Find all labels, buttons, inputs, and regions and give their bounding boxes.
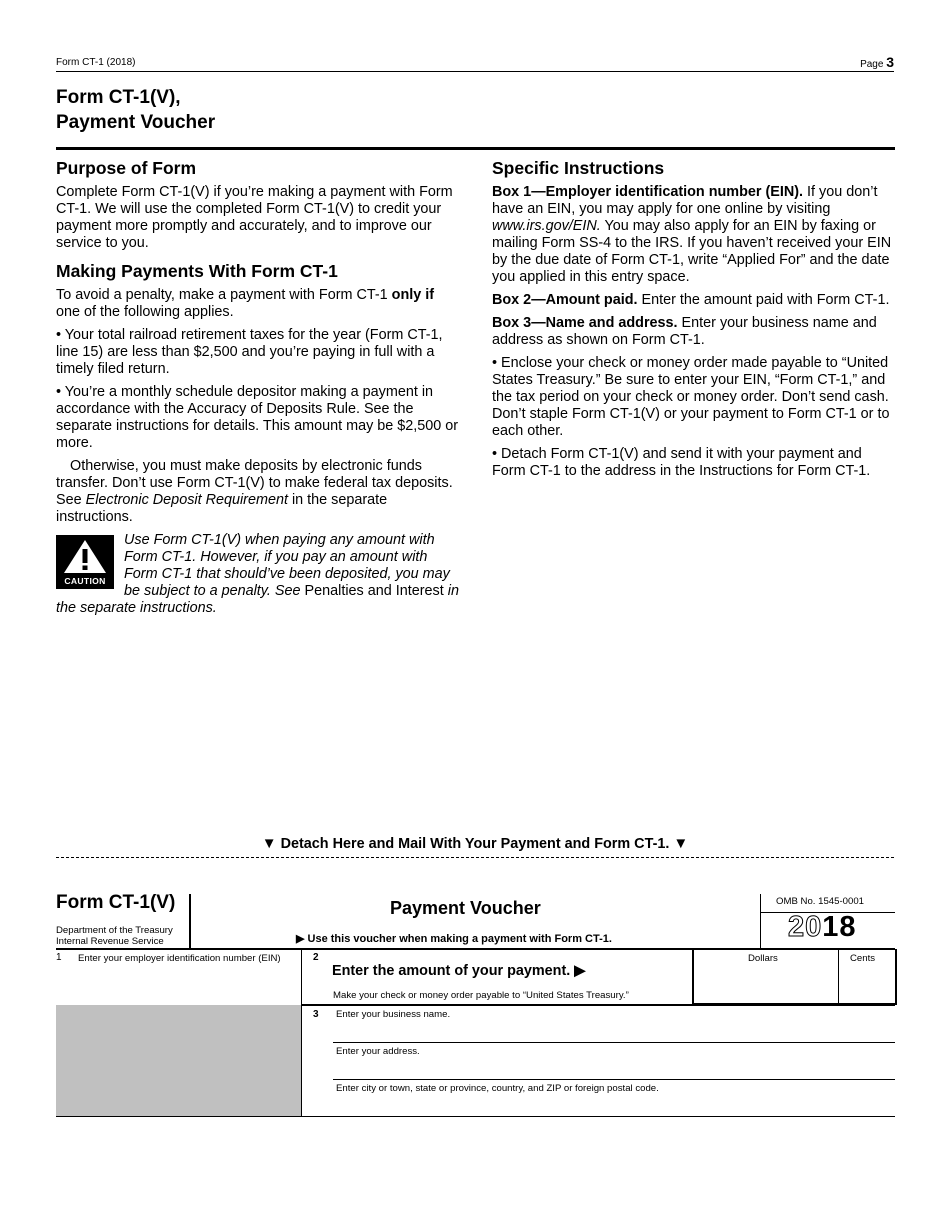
line3-name-label: Enter your business name. (336, 1009, 451, 1020)
making-heading: Making Payments With Form CT-1 (56, 261, 338, 281)
making-intro-c: one of the following applies. (56, 304, 234, 320)
header-rule (56, 71, 894, 72)
address-field[interactable] (333, 1079, 895, 1080)
line2-bottom-rule (301, 1004, 895, 1006)
voucher-divider-right (760, 894, 761, 949)
purpose-heading: Purpose of Form (56, 158, 197, 178)
caution-label: CAUTION (64, 576, 106, 586)
voucher-bottom-rule[interactable] (56, 1116, 895, 1117)
caution-b: Penalties and Interest (304, 583, 444, 599)
making-intro-a: To avoid a penalty, make a payment with Form CT-1 (56, 287, 388, 303)
voucher-divider-left (189, 894, 191, 949)
page-number (860, 54, 894, 70)
voucher-department (56, 925, 173, 947)
line1-label: Enter your employer identification number (EIN) (78, 953, 281, 964)
right-column (492, 158, 896, 480)
right-bullet-2: • Detach Form CT-1(V) and send it with your payment and Form CT-1 to the address in the Instructions for Form CT-1. (492, 446, 871, 479)
dept-line1: Department of the Treasury (56, 925, 173, 936)
caution-block (56, 532, 460, 617)
year-outline: 20 (788, 911, 823, 943)
otherwise-b: Electronic Deposit Requirement (85, 492, 288, 508)
page-title (56, 85, 215, 135)
year-solid: 18 (822, 911, 857, 943)
line3-address-label: Enter your address. (336, 1046, 420, 1057)
purpose-text: Complete Form CT-1(V) if you’re making a payment with Form CT-1. We will use the completed Form CT-1(V) to credit your payment more promptly and accurately, and to improve our service to you. (56, 184, 453, 251)
arrow-right-icon: ▶ (574, 963, 586, 979)
warning-triangle-icon (56, 537, 114, 577)
voucher-use-text (296, 932, 612, 945)
making-bullet-1: • Your total railroad retirement taxes for the year (Form CT-1, line 15) are less than $2,500 and you’re paying in full with a timely filed return. (56, 327, 443, 377)
down-triangle-icon: ▼ (673, 835, 689, 852)
dept-line2: Internal Revenue Service (56, 936, 164, 947)
line2-label: Enter the amount of your payment. (332, 963, 571, 979)
line1-num: 1 (56, 952, 62, 963)
making-bullet-2: • You’re a monthly schedule depositor making a payment in accordance with the Accuracy of Deposits Rule. See the separate instructions for details. This amount may be $2,500 or more. (56, 384, 459, 451)
caution-text (56, 532, 460, 617)
left-column (56, 158, 460, 617)
caution-a: Use Form CT-1(V) when paying any amount with Form CT-1. However, if you pay an amount with Form CT-1 that should’ve been deposited, you may be subject to a penalty. See (124, 532, 450, 599)
otherwise-text (56, 458, 460, 526)
use-text: Use this voucher when making a payment with Form CT-1. (307, 933, 612, 945)
line2-num: 2 (313, 952, 319, 963)
omb-number: OMB No. 1545-0001 (776, 896, 864, 907)
title-rule (56, 147, 895, 150)
detach-text: Detach Here and Mail With Your Payment and Form CT-1. (280, 836, 670, 852)
cents-label: Cents (850, 953, 876, 964)
detach-instruction (56, 835, 894, 852)
box1-b: You may also apply for an EIN by faxing or mailing Form SS-4 to the IRS. If you haven’t received your EIN by the due date of Form CT-1, write “Applied For” and the date you applied in this entry space. (492, 218, 892, 285)
business-name-field[interactable] (333, 1042, 895, 1043)
caution-icon (56, 535, 114, 589)
making-intro-b: only if (391, 287, 435, 303)
box2-label: Box 2—Amount paid. (492, 292, 638, 308)
line3-city-label: Enter city or town, state or province, country, and ZIP or foreign postal code. (336, 1083, 659, 1094)
voucher-col-divider (301, 948, 302, 1117)
down-triangle-icon: ▼ (261, 835, 277, 852)
box3-label: Box 3—Name and address. (492, 315, 678, 331)
arrow-right-icon: ▶ (296, 933, 305, 945)
otherwise-a: Otherwise, you must make deposits by electronic funds transfer. Don’t use Form CT-1(V) to make federal tax deposits. See (56, 458, 453, 508)
box2-body: Enter the amount paid with Form CT-1. (641, 292, 890, 308)
box2-text (492, 292, 896, 309)
box1-label: Box 1—Employer identification number (EIN). (492, 184, 804, 200)
voucher-title: Payment Voucher (390, 898, 541, 918)
cents-divider (838, 949, 839, 1004)
box3-text (492, 315, 896, 349)
page-num: 3 (886, 54, 894, 70)
detach-line[interactable] (56, 857, 894, 858)
box1-text (492, 184, 896, 286)
box3-body: Enter your business name and address as shown on Form CT-1. (492, 315, 877, 348)
otherwise-c: in the separate instructions. (56, 492, 388, 525)
shaded-area (56, 1005, 301, 1117)
line2-label-wrap (332, 963, 585, 979)
dollars-label: Dollars (748, 953, 778, 964)
page-label: Page (860, 59, 884, 70)
right-bullet-1: • Enclose your check or money order made payable to “United States Treasury.” Be sure to enter your EIN, “Form CT-1,” and the tax period on your check or money order. Don’t send cash. Don’t staple Form CT-1(V) or your payment to Form CT-1 or to each other. (492, 355, 890, 439)
title-line1: Form CT-1(V), (56, 87, 181, 108)
title-line2: Payment Voucher (56, 112, 216, 133)
voucher-year (788, 911, 857, 944)
box1-url: www.irs.gov/EIN. (492, 218, 601, 234)
line3-num: 3 (313, 1009, 319, 1020)
making-intro (56, 287, 460, 321)
box1-a: If you don’t have an EIN, you may apply for one online by visiting (492, 184, 878, 217)
form-year-header: Form CT-1 (2018) (56, 57, 136, 68)
line2-sub: Make your check or money order payable to “United States Treasury.” (333, 990, 629, 1001)
voucher-form-name: Form CT-1(V) (56, 892, 176, 913)
caution-c: in the separate instructions. (56, 583, 459, 616)
specific-heading: Specific Instructions (492, 158, 665, 178)
